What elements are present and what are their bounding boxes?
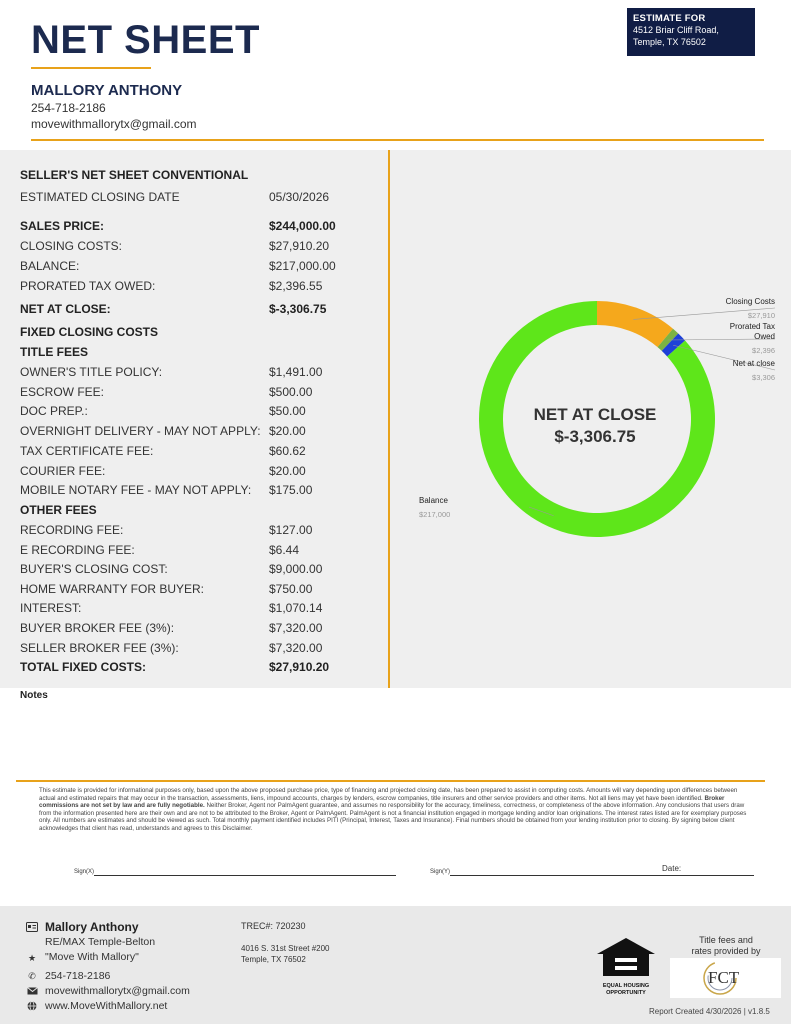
- other-fee-row-value: $1,070.14: [269, 601, 323, 616]
- total-fixed-costs-value: $27,910.20: [269, 660, 330, 674]
- page-title: NET SHEET: [31, 18, 260, 62]
- report-created: Report Created 4/30/2026 | v1.8.5: [649, 1007, 770, 1016]
- disclaimer-part-1: This estimate is provided for informational purposes only, based upon the above proposed purchase price, type of financing and projected closing date, has been prepared to assist in computing costs. Amounts will vary depending upon differences between actual and estimated repairs that may occur in the transaction, assessments, liens, impound accounts, charges by lenders, escrow companies, title insurers and other service providers and other items. Not all liens may yet have been identified.: [39, 787, 738, 802]
- estimate-heading: ESTIMATE FOR: [633, 13, 706, 24]
- summary-row-label: BALANCE:: [20, 259, 80, 273]
- other-fee-row-value: $750.00: [269, 581, 313, 596]
- title-fees-heading: TITLE FEES: [20, 345, 89, 359]
- other-fee-row-label: BUYER'S CLOSING COST:: [20, 562, 168, 577]
- title-fee-row-value: $20.00: [269, 424, 306, 439]
- header-divider: [31, 139, 764, 141]
- equal-housing-text: [595, 983, 657, 996]
- summary-row-value: $27,910.20: [269, 239, 330, 253]
- donut-label-value: $3,306: [752, 373, 775, 382]
- footer-tagline: "Move With Mallory": [45, 951, 139, 963]
- other-fee-row-label: BUYER BROKER FEE (3%):: [20, 621, 175, 635]
- other-fee-row-value: $7,320.00: [269, 621, 323, 635]
- fct-logo-text: FCT: [708, 968, 740, 987]
- donut-label-name: Prorated Tax: [729, 322, 775, 331]
- summary-row-label: CLOSING COSTS:: [20, 239, 123, 253]
- title-fee-row-value: $20.00: [269, 463, 306, 478]
- title-fee-row-value: $60.62: [269, 443, 306, 458]
- equal-housing-icon: [595, 936, 657, 978]
- estimate-for-box: [627, 8, 755, 56]
- agent-name: MALLORY ANTHONY: [31, 82, 183, 99]
- donut-label-value: $27,910: [747, 311, 775, 320]
- globe-icon: [27, 1001, 37, 1011]
- title-fee-row-label: TAX CERTIFICATE FEE:: [20, 443, 154, 458]
- donut-slice-closing-costs: [597, 301, 673, 347]
- chart-center-label: [480, 405, 710, 447]
- footer-address-line1: 4016 S. 31st Street #200: [241, 944, 330, 953]
- disclaimer-text: [39, 787, 749, 832]
- net-at-close-value: $-3,306.75: [269, 302, 327, 316]
- fct-logo: [670, 958, 781, 998]
- other-fee-row-value: $6.44: [269, 542, 300, 557]
- equal-housing-line1: EQUAL HOUSING: [602, 983, 650, 989]
- summary-row-label: PRORATED TAX OWED:: [20, 279, 156, 293]
- title-fee-row-value: $50.00: [269, 404, 306, 419]
- sheet-heading: SELLER'S NET SHEET CONVENTIONAL: [20, 168, 249, 182]
- title-fee-row-label: ESCROW FEE:: [20, 384, 105, 399]
- title-fee-row-label: COURIER FEE:: [20, 463, 106, 478]
- email-icon: [27, 987, 38, 995]
- phone-icon: ✆: [28, 971, 36, 981]
- donut-label-value: $2,396: [752, 346, 775, 355]
- title-fees-provider-label: [678, 935, 774, 957]
- disclaimer-divider: [16, 780, 765, 782]
- footer-website[interactable]: www.MoveWithMallory.net: [45, 1000, 168, 1012]
- footer-phone: 254-718-2186: [45, 970, 111, 982]
- other-fees-heading: OTHER FEES: [20, 503, 97, 517]
- other-fee-row-value: $127.00: [269, 523, 313, 537]
- summary-row-label: SALES PRICE:: [20, 219, 105, 233]
- panel-divider: [388, 150, 390, 688]
- other-fee-row-label: RECORDING FEE:: [20, 523, 124, 537]
- footer-address-line2: Temple, TX 76502: [241, 955, 306, 964]
- summary-row-value: $244,000.00: [269, 219, 336, 233]
- other-fee-row-value: $7,320.00: [269, 640, 323, 655]
- notes-label: Notes: [20, 690, 48, 701]
- title-fee-row-value: $175.00: [269, 483, 313, 498]
- fixed-costs-heading: FIXED CLOSING COSTS: [20, 325, 159, 339]
- donut-label-name: Balance: [419, 496, 448, 505]
- footer-brokerage: RE/MAX Temple-Belton: [45, 936, 156, 948]
- donut-label-value: $217,000: [419, 510, 451, 519]
- sign-y-line[interactable]: [450, 875, 754, 876]
- title-fees-line1: Title fees and: [699, 935, 753, 945]
- other-fee-row-label: SELLER BROKER FEE (3%):: [20, 640, 179, 655]
- agent-email: movewithmallorytx@gmail.com: [31, 117, 197, 131]
- closing-date-value: 05/30/2026: [269, 190, 330, 204]
- title-fee-row-label: MOBILE NOTARY FEE - MAY NOT APPLY:: [20, 483, 252, 498]
- sign-x-label: Sign(X): [74, 869, 95, 875]
- total-fixed-costs-label: TOTAL FIXED COSTS:: [20, 660, 147, 674]
- net-at-close-label: NET AT CLOSE:: [20, 302, 111, 316]
- closing-date-label: ESTIMATED CLOSING DATE: [20, 190, 180, 204]
- equal-housing-line2: OPPORTUNITY: [606, 989, 646, 996]
- chart-center-value: $-3,306.75: [554, 427, 636, 446]
- donut-label-name: Owed: [754, 332, 775, 341]
- chart-center-title: NET AT CLOSE: [533, 405, 657, 424]
- megaphone-icon: ★: [27, 953, 37, 963]
- title-fee-row-value: $1,491.00: [269, 365, 323, 379]
- title-fee-row-value: $500.00: [269, 384, 313, 399]
- estimate-address-line1: 4512 Briar Cliff Road,: [633, 25, 719, 35]
- footer-email[interactable]: movewithmallorytx@gmail.com: [45, 985, 190, 997]
- equal-housing-logo: [595, 936, 657, 994]
- title-underline: [31, 67, 151, 69]
- footer-trec: TREC#: 720230: [241, 921, 306, 931]
- disclaimer-commission-note: Broker commissions are not set by law and are fully negotiable.: [39, 794, 725, 809]
- other-fee-row-value: $9,000.00: [269, 562, 323, 577]
- date-label: Date:: [662, 864, 682, 873]
- title-fee-row-label: OVERNIGHT DELIVERY - MAY NOT APPLY:: [20, 424, 261, 439]
- footer-agent-name: Mallory Anthony: [45, 920, 139, 934]
- other-fee-row-label: E RECORDING FEE:: [20, 542, 135, 557]
- sign-y-label: Sign(Y): [430, 869, 451, 875]
- sign-x-line[interactable]: [94, 875, 396, 876]
- agent-phone: 254-718-2186: [31, 101, 106, 115]
- other-fee-row-label: INTEREST:: [20, 601, 82, 616]
- title-fees-line2: rates provided by: [691, 946, 761, 956]
- summary-row-value: $217,000.00: [269, 259, 336, 273]
- title-fee-row-label: DOC PREP.:: [20, 404, 88, 419]
- estimate-address-line2: Temple, TX 76502: [633, 37, 706, 47]
- title-fee-row-label: OWNER'S TITLE POLICY:: [20, 365, 163, 379]
- id-card-icon: [26, 922, 38, 932]
- other-fee-row-label: HOME WARRANTY FOR BUYER:: [20, 581, 205, 596]
- summary-row-value: $2,396.55: [269, 279, 323, 293]
- donut-label-name: Net at close: [732, 359, 775, 368]
- disclaimer-part-2: Neither Broker, Agent nor PalmAgent guarantee, and assumes no responsibility for the accuracy, timeliness, correctness, or completeness of the above information. Any conclusions that users draw from the information presented here are their own and are not to be attributed to the Broker, Agent or PalmAgent. PalmAgent is not a financial institution engaged in mortgage lending and/or loan originations. The interest rates listed are for exemplary purposes only. All numbers are estimates and should be viewed as such. Total monthly payment identified includes PITI (Principal, Interest, Taxes and Insurance). Final numbers should be obtained from your lending institution prior to closing. By signing below client acknowledges that client has read, understands and agrees to this Disclaimer.: [39, 802, 747, 832]
- donut-label-name: Closing Costs: [725, 297, 775, 306]
